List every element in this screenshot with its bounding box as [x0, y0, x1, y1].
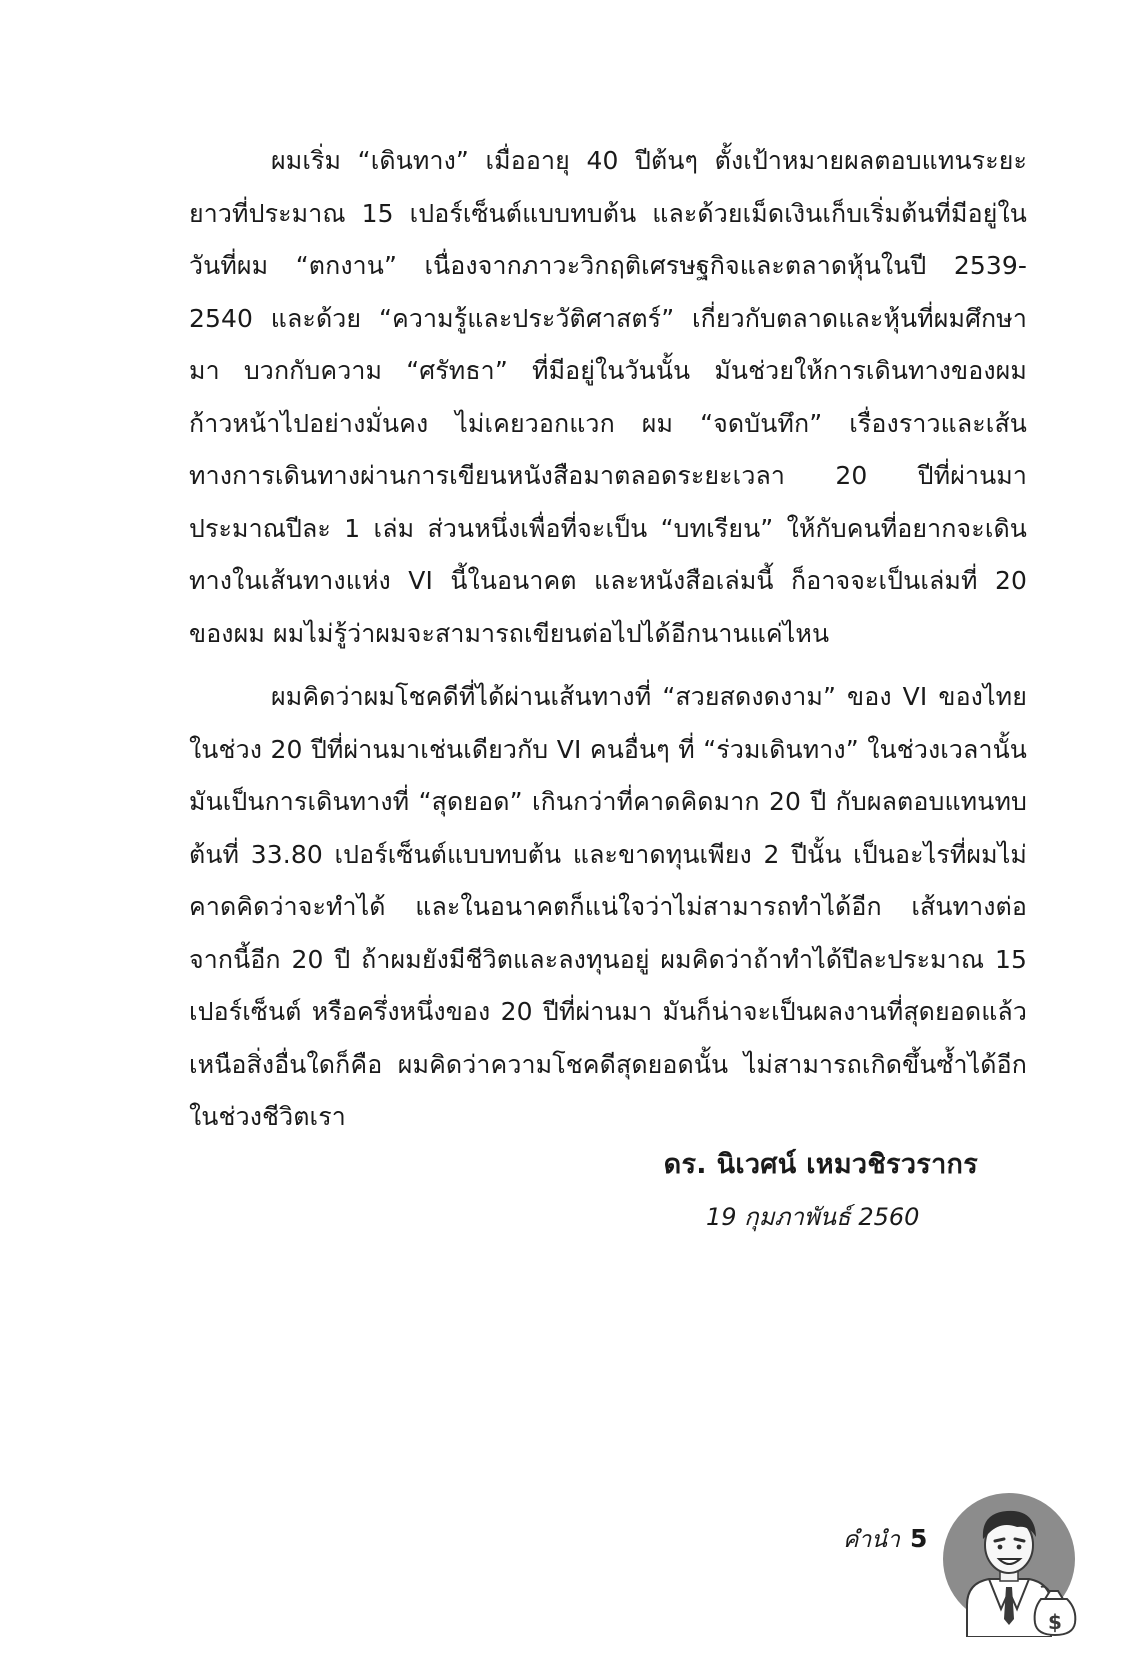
page-number: 5 — [909, 1524, 928, 1553]
author-name: ดร. นิเวศน์ เหมวชิรวรากร — [663, 1149, 978, 1180]
paragraph-2: ผมคิดว่าผมโชคดีที่ได้ผ่านเส้นทางที่ “สวยสดงดงาม” ของ VI ของไทยในช่วง 20 ปีที่ผ่านมาเช่นเดียวกับ VI คนอื่นๆ ที่ “ร่วมเดินทาง” ในช่วงเวลานั้น มันเป็นการเดินทางที่ “สุดยอด” เกินกว่าที่คาดคิดมาก 20 ปี กับผลตอบแทนทบต้นที่ 33.80 เปอร์เซ็นต์แบบทบต้น และขาดทุนเพียง 2 ปีนั้น เป็นอะไรที่ผมไม่คาดคิดว่าจะทำได้ และในอนาคตก็แน่ใจว่าไม่สามารถทำได้อีก เส้นทางต่อจากนี้อีก 20 ปี ถ้าผมยังมีชีวิตและลงทุนอยู่ ผมคิดว่าถ้าทำได้ปีละประมาณ 15 เปอร์เซ็นต์ หรือครึ่งหนึ่งของ 20 ปีที่ผ่านมา มันก็น่าจะเป็นผลงานที่สุดยอดแล้ว เหนือสิ่งอื่นใดก็คือ ผมคิดว่าความโชคดีสุดยอดนั้น ไม่สามารถเกิดขึ้นซ้ำได้อีกในช่วงชีวิตเรา — [189, 682, 1027, 1131]
signature-block — [664, 1143, 978, 1187]
section-label: คำนำ — [843, 1527, 900, 1553]
businessman-with-money-bag-icon — [937, 1487, 1087, 1637]
paragraph-1: ผมเริ่ม “เดินทาง” เมื่ออายุ 40 ปีต้นๆ ตั้งเป้าหมายผลตอบแทนระยะยาวที่ประมาณ 15 เปอร์เซ็นต์แบบทบต้น และด้วยเม็ดเงินเก็บเริ่มต้นที่มีอยู่ในวันที่ผม “ตกงาน” เนื่องจากภาวะวิกฤติเศรษฐกิจและตลาดหุ้นในปี 2539-2540 และด้วย “ความรู้และประวัติศาสตร์” เกี่ยวกับตลาดและหุ้นที่ผมศึกษามา บวกกับความ “ศรัทธา” ที่มีอยู่ในวันนั้น มันช่วยให้การเดินทางของผมก้าวหน้าไปอย่างมั่นคง ไม่เคยวอกแวก ผม “จดบันทึก” เรื่องราวและเส้นทางการเดินทางผ่านการเขียนหนังสือมาตลอดระยะเวลา 20 ปีที่ผ่านมา ประมาณปีละ 1 เล่ม ส่วนหนึ่งเพื่อที่จะเป็น “บทเรียน” ให้กับคนที่อยากจะเดินทางในเส้นทางแห่ง VI นี้ในอนาคต และหนังสือเล่มนี้ ก็อาจจะเป็นเล่มที่ 20 ของผม ผมไม่รู้ว่าผมจะสามารถเขียนต่อไปได้อีกนานแค่ไหน — [189, 146, 1027, 648]
body-text — [189, 135, 1027, 1144]
page-footer — [843, 1522, 927, 1562]
signature-date: 19 กุมภาพันธ์ 2560 — [706, 1203, 920, 1231]
svg-text:$: $ — [1048, 1610, 1062, 1634]
